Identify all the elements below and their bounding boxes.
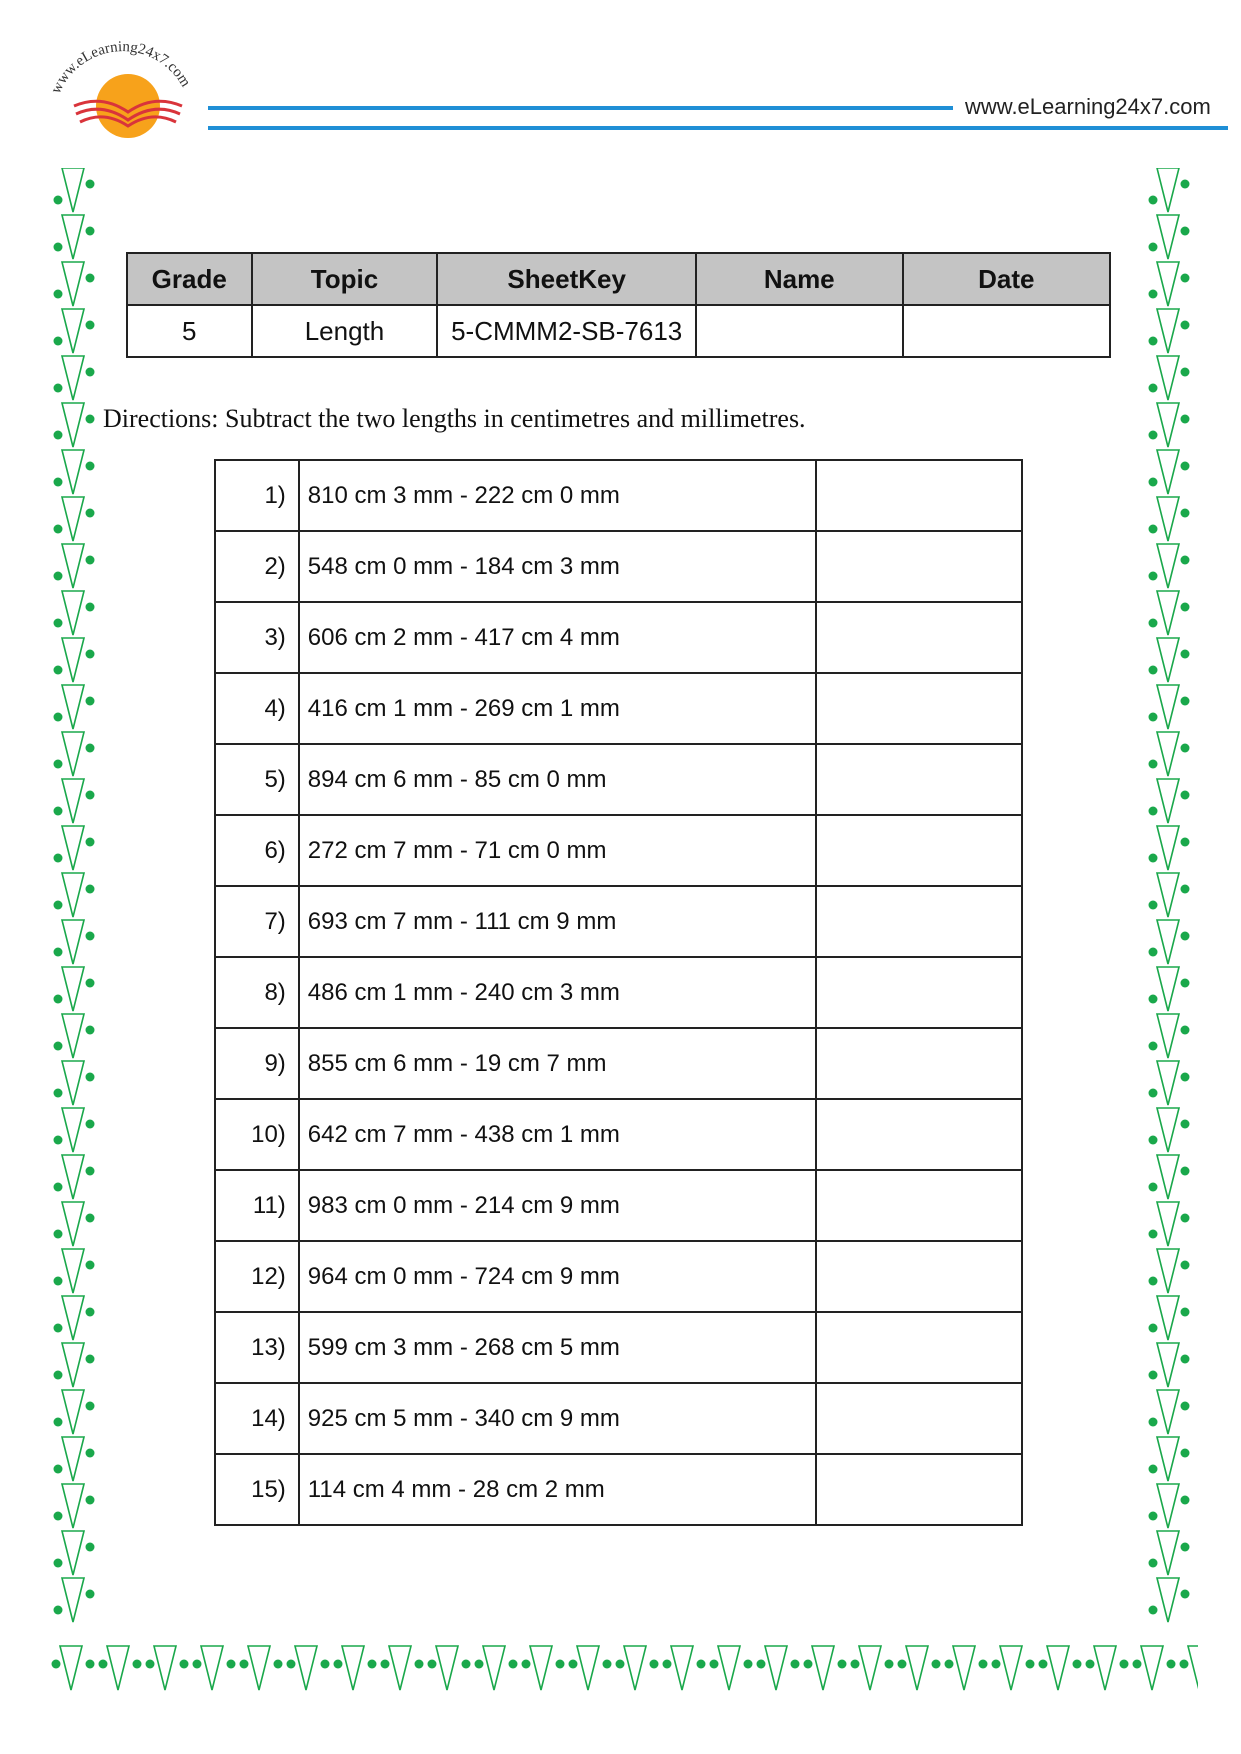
value-date[interactable] bbox=[903, 305, 1110, 357]
problem-number: 5) bbox=[215, 744, 299, 815]
problem-number: 4) bbox=[215, 673, 299, 744]
border-triangle-dot-icon bbox=[54, 826, 95, 870]
border-triangle-dot-icon bbox=[1149, 356, 1190, 400]
border-triangle-dot-icon bbox=[1149, 168, 1190, 212]
problem-number: 3) bbox=[215, 602, 299, 673]
border-triangle-dot-icon bbox=[1149, 1296, 1190, 1340]
decorative-border-bottom bbox=[48, 1640, 1198, 1696]
problem-row bbox=[215, 1170, 1022, 1241]
border-triangle-dot-icon bbox=[1086, 1646, 1129, 1690]
border-triangle-dot-icon bbox=[54, 591, 95, 635]
border-triangle-dot-icon bbox=[1149, 1531, 1190, 1575]
border-triangle-dot-icon bbox=[1149, 1390, 1190, 1434]
answer-box[interactable] bbox=[816, 815, 1022, 886]
decorative-border-right bbox=[1143, 168, 1195, 1668]
problem-expression: 606 cm 2 mm - 417 cm 4 mm bbox=[299, 602, 816, 673]
border-triangle-dot-icon bbox=[54, 1202, 95, 1246]
answer-box[interactable] bbox=[816, 1312, 1022, 1383]
header-sheetkey: SheetKey bbox=[437, 253, 696, 305]
header-grade: Grade bbox=[127, 253, 252, 305]
border-triangle-dot-icon bbox=[54, 1578, 95, 1622]
border-triangle-dot-icon bbox=[54, 1437, 95, 1481]
border-triangle-dot-icon bbox=[1149, 215, 1190, 259]
answer-box[interactable] bbox=[816, 1170, 1022, 1241]
problem-expression: 693 cm 7 mm - 111 cm 9 mm bbox=[299, 886, 816, 957]
problem-row bbox=[215, 602, 1022, 673]
problem-number: 7) bbox=[215, 886, 299, 957]
border-triangle-dot-icon bbox=[54, 1296, 95, 1340]
border-triangle-dot-icon bbox=[54, 450, 95, 494]
border-triangle-dot-icon bbox=[1149, 497, 1190, 541]
border-triangle-dot-icon bbox=[54, 1155, 95, 1199]
border-triangle-dot-icon bbox=[287, 1646, 330, 1690]
problem-number: 13) bbox=[215, 1312, 299, 1383]
border-triangle-dot-icon bbox=[1149, 1578, 1190, 1622]
border-triangle-dot-icon bbox=[54, 1108, 95, 1152]
header-topic: Topic bbox=[252, 253, 438, 305]
border-triangle-dot-icon bbox=[1149, 1155, 1190, 1199]
problem-row bbox=[215, 886, 1022, 957]
value-sheetkey: 5-CMMM2-SB-7613 bbox=[437, 305, 696, 357]
border-triangle-dot-icon bbox=[54, 920, 95, 964]
problem-number: 12) bbox=[215, 1241, 299, 1312]
border-triangle-dot-icon bbox=[1149, 1437, 1190, 1481]
problem-row bbox=[215, 460, 1022, 531]
problem-number: 8) bbox=[215, 957, 299, 1028]
border-triangle-dot-icon bbox=[54, 1249, 95, 1293]
border-triangle-dot-icon bbox=[54, 873, 95, 917]
problem-row bbox=[215, 744, 1022, 815]
border-triangle-dot-icon bbox=[710, 1646, 753, 1690]
problem-row bbox=[215, 1312, 1022, 1383]
border-triangle-dot-icon bbox=[1133, 1646, 1176, 1690]
border-triangle-dot-icon bbox=[1149, 1061, 1190, 1105]
border-triangle-dot-icon bbox=[757, 1646, 800, 1690]
border-triangle-dot-icon bbox=[1149, 1014, 1190, 1058]
border-triangle-dot-icon bbox=[1149, 920, 1190, 964]
border-triangle-dot-icon bbox=[428, 1646, 471, 1690]
answer-box[interactable] bbox=[816, 460, 1022, 531]
border-triangle-dot-icon bbox=[1149, 1249, 1190, 1293]
problem-row bbox=[215, 531, 1022, 602]
answer-box[interactable] bbox=[816, 957, 1022, 1028]
answer-box[interactable] bbox=[816, 1454, 1022, 1525]
border-triangle-dot-icon bbox=[334, 1646, 377, 1690]
border-triangle-dot-icon bbox=[569, 1646, 612, 1690]
problem-row bbox=[215, 1454, 1022, 1525]
problem-number: 2) bbox=[215, 531, 299, 602]
problem-expression: 964 cm 0 mm - 724 cm 9 mm bbox=[299, 1241, 816, 1312]
border-triangle-dot-icon bbox=[99, 1646, 142, 1690]
problem-expression: 983 cm 0 mm - 214 cm 9 mm bbox=[299, 1170, 816, 1241]
problem-row bbox=[215, 673, 1022, 744]
problem-expression: 894 cm 6 mm - 85 cm 0 mm bbox=[299, 744, 816, 815]
problem-row bbox=[215, 1028, 1022, 1099]
border-triangle-dot-icon bbox=[475, 1646, 518, 1690]
header-url: www.eLearning24x7.com bbox=[965, 94, 1211, 119]
problem-row bbox=[215, 957, 1022, 1028]
border-triangle-dot-icon bbox=[1149, 450, 1190, 494]
border-triangle-dot-icon bbox=[1149, 967, 1190, 1011]
border-triangle-dot-icon bbox=[54, 1014, 95, 1058]
problem-row bbox=[215, 815, 1022, 886]
problems-table bbox=[214, 459, 1023, 1526]
border-triangle-dot-icon bbox=[1149, 1484, 1190, 1528]
answer-box[interactable] bbox=[816, 1241, 1022, 1312]
problem-number: 14) bbox=[215, 1383, 299, 1454]
border-triangle-dot-icon bbox=[1149, 309, 1190, 353]
border-triangle-dot-icon bbox=[54, 685, 95, 729]
border-triangle-dot-icon bbox=[54, 1484, 95, 1528]
border-triangle-dot-icon bbox=[1039, 1646, 1082, 1690]
directions: Directions: Subtract the two lengths in centimetres and millimetres. bbox=[103, 404, 806, 433]
answer-box[interactable] bbox=[816, 673, 1022, 744]
border-triangle-dot-icon bbox=[1149, 685, 1190, 729]
border-triangle-dot-icon bbox=[1149, 826, 1190, 870]
problem-number: 10) bbox=[215, 1099, 299, 1170]
answer-box[interactable] bbox=[816, 1028, 1022, 1099]
border-triangle-dot-icon bbox=[54, 1061, 95, 1105]
problem-expression: 486 cm 1 mm - 240 cm 3 mm bbox=[299, 957, 816, 1028]
border-triangle-dot-icon bbox=[851, 1646, 894, 1690]
value-topic: Length bbox=[252, 305, 438, 357]
problem-expression: 548 cm 0 mm - 184 cm 3 mm bbox=[299, 531, 816, 602]
problem-row bbox=[215, 1241, 1022, 1312]
answer-box[interactable] bbox=[816, 886, 1022, 957]
border-triangle-dot-icon bbox=[54, 638, 95, 682]
problem-expression: 114 cm 4 mm - 28 cm 2 mm bbox=[299, 1454, 816, 1525]
value-grade: 5 bbox=[127, 305, 252, 357]
header-rule-top bbox=[208, 106, 953, 110]
border-triangle-dot-icon bbox=[1149, 638, 1190, 682]
value-name[interactable] bbox=[696, 305, 903, 357]
border-triangle-dot-icon bbox=[54, 1343, 95, 1387]
border-triangle-dot-icon bbox=[945, 1646, 988, 1690]
border-triangle-dot-icon bbox=[1149, 1108, 1190, 1152]
border-triangle-dot-icon bbox=[193, 1646, 236, 1690]
border-triangle-dot-icon bbox=[54, 215, 95, 259]
header-rule-bottom bbox=[208, 126, 1228, 130]
problem-expression: 416 cm 1 mm - 269 cm 1 mm bbox=[299, 673, 816, 744]
border-triangle-dot-icon bbox=[54, 309, 95, 353]
border-triangle-dot-icon bbox=[54, 967, 95, 1011]
answer-box[interactable] bbox=[816, 531, 1022, 602]
border-triangle-dot-icon bbox=[240, 1646, 283, 1690]
border-triangle-dot-icon bbox=[54, 403, 95, 447]
border-triangle-dot-icon bbox=[52, 1646, 95, 1690]
problem-number: 11) bbox=[215, 1170, 299, 1241]
answer-box[interactable] bbox=[816, 1383, 1022, 1454]
border-triangle-dot-icon bbox=[1149, 779, 1190, 823]
border-triangle-dot-icon bbox=[1180, 1646, 1199, 1690]
border-triangle-dot-icon bbox=[1149, 1202, 1190, 1246]
border-triangle-dot-icon bbox=[522, 1646, 565, 1690]
border-triangle-dot-icon bbox=[54, 779, 95, 823]
border-triangle-dot-icon bbox=[804, 1646, 847, 1690]
problem-expression: 642 cm 7 mm - 438 cm 1 mm bbox=[299, 1099, 816, 1170]
header-date: Date bbox=[903, 253, 1110, 305]
border-triangle-dot-icon bbox=[663, 1646, 706, 1690]
border-triangle-dot-icon bbox=[54, 262, 95, 306]
border-triangle-dot-icon bbox=[54, 1531, 95, 1575]
problem-number: 6) bbox=[215, 815, 299, 886]
border-triangle-dot-icon bbox=[616, 1646, 659, 1690]
logo-sun-icon bbox=[96, 74, 160, 138]
decorative-border-left bbox=[48, 168, 100, 1668]
border-triangle-dot-icon bbox=[1149, 1343, 1190, 1387]
border-triangle-dot-icon bbox=[146, 1646, 189, 1690]
problem-expression: 855 cm 6 mm - 19 cm 7 mm bbox=[299, 1028, 816, 1099]
problem-number: 1) bbox=[215, 460, 299, 531]
border-triangle-dot-icon bbox=[54, 168, 95, 212]
border-triangle-dot-icon bbox=[54, 356, 95, 400]
problem-expression: 810 cm 3 mm - 222 cm 0 mm bbox=[299, 460, 816, 531]
problem-number: 15) bbox=[215, 1454, 299, 1525]
border-triangle-dot-icon bbox=[1149, 873, 1190, 917]
border-triangle-dot-icon bbox=[54, 1390, 95, 1434]
border-triangle-dot-icon bbox=[1149, 262, 1190, 306]
problem-row bbox=[215, 1383, 1022, 1454]
border-triangle-dot-icon bbox=[381, 1646, 424, 1690]
border-triangle-dot-icon bbox=[1149, 732, 1190, 776]
site-logo bbox=[40, 18, 220, 148]
border-triangle-dot-icon bbox=[1149, 591, 1190, 635]
logo-text: www.eLearning24x7.com bbox=[48, 39, 194, 97]
border-triangle-dot-icon bbox=[898, 1646, 941, 1690]
answer-box[interactable] bbox=[816, 1099, 1022, 1170]
problem-expression: 925 cm 5 mm - 340 cm 9 mm bbox=[299, 1383, 816, 1454]
problem-row bbox=[215, 1099, 1022, 1170]
problem-number: 9) bbox=[215, 1028, 299, 1099]
header-name: Name bbox=[696, 253, 903, 305]
border-triangle-dot-icon bbox=[1149, 403, 1190, 447]
border-triangle-dot-icon bbox=[1149, 544, 1190, 588]
border-triangle-dot-icon bbox=[54, 544, 95, 588]
answer-box[interactable] bbox=[816, 602, 1022, 673]
border-triangle-dot-icon bbox=[992, 1646, 1035, 1690]
border-triangle-dot-icon bbox=[54, 732, 95, 776]
info-table bbox=[126, 252, 1111, 358]
problem-expression: 599 cm 3 mm - 268 cm 5 mm bbox=[299, 1312, 816, 1383]
answer-box[interactable] bbox=[816, 744, 1022, 815]
border-triangle-dot-icon bbox=[54, 497, 95, 541]
problem-expression: 272 cm 7 mm - 71 cm 0 mm bbox=[299, 815, 816, 886]
